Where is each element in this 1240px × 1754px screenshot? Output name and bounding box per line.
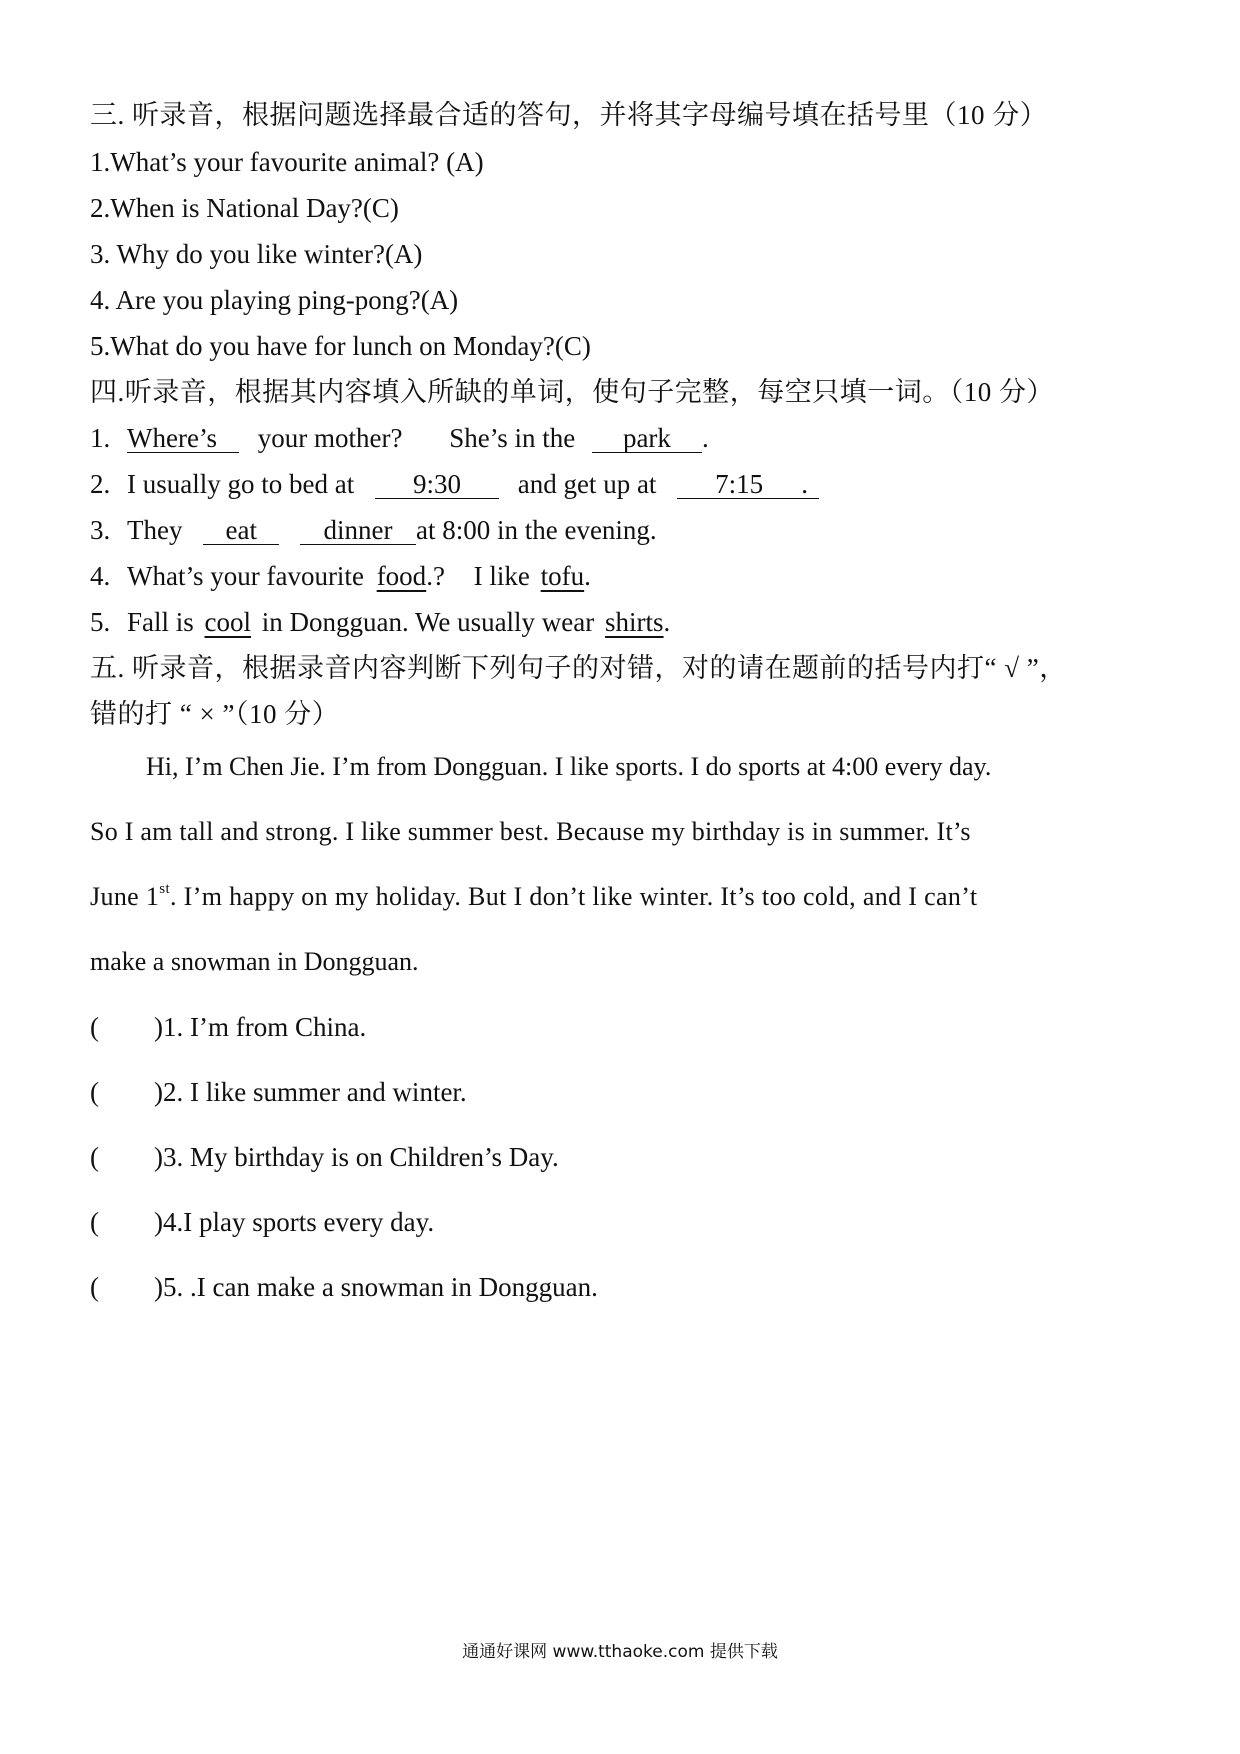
footer-source: 通通好课网 www.tthaoke.com 提供下载 bbox=[462, 1642, 778, 1662]
section3-item-3: 3. Why do you like winter?(A) bbox=[90, 239, 423, 269]
q4-answer-1: food bbox=[376, 561, 427, 591]
q1-number: 1. bbox=[90, 423, 111, 453]
q5-end: . bbox=[663, 607, 671, 637]
q5-text-1: Fall is bbox=[127, 607, 194, 637]
q3-blank-1: eat bbox=[203, 516, 279, 545]
section4-q1 bbox=[90, 421, 709, 455]
section3-item-5: 5.What do you have for lunch on Monday?(C) bbox=[90, 331, 591, 361]
answer-bracket[interactable]: ( bbox=[90, 1077, 99, 1107]
section3-item-2: 2.When is National Day?(C) bbox=[90, 193, 399, 223]
judge-item-1 bbox=[90, 1010, 366, 1044]
section4-q3 bbox=[90, 513, 657, 547]
judge-item-text: )2. I like summer and winter. bbox=[154, 1077, 467, 1107]
q3-blank-2: dinner bbox=[300, 516, 416, 545]
q2-end: . bbox=[801, 470, 819, 499]
q4-answer-2: tofu bbox=[540, 561, 585, 591]
q3-number: 3. bbox=[90, 515, 111, 545]
q3-text-2: at 8:00 in the evening. bbox=[415, 515, 657, 545]
passage-date-suffix: st bbox=[159, 881, 170, 897]
q2-blank-2: 7:15 bbox=[677, 470, 801, 499]
answer-bracket[interactable]: ( bbox=[90, 1272, 99, 1302]
q1-text-1: your mother? bbox=[257, 423, 403, 453]
judge-item-2 bbox=[90, 1075, 467, 1109]
section3-item-1: 1.What’s your favourite animal? (A) bbox=[90, 147, 484, 177]
section3-item-4: 4. Are you playing ping-pong?(A) bbox=[90, 285, 459, 315]
q5-number: 5. bbox=[90, 607, 111, 637]
passage-line-2: So I am tall and strong. I like summer best. Because my birthday is in summer. It’s bbox=[90, 817, 971, 846]
answer-bracket[interactable]: ( bbox=[90, 1207, 99, 1237]
q5-text-2: in Dongguan. We usually wear bbox=[261, 607, 595, 637]
q1-blank-1: Where’s bbox=[127, 424, 239, 453]
section5-heading-line2: 错的打 “ × ”（10 分） bbox=[90, 699, 340, 729]
q5-answer-2: shirts bbox=[605, 607, 664, 637]
judge-item-text: )4.I play sports every day. bbox=[154, 1207, 435, 1237]
section4-q2 bbox=[90, 467, 819, 501]
judge-item-4 bbox=[90, 1205, 434, 1239]
passage-line-3 bbox=[90, 880, 977, 914]
answer-bracket[interactable]: ( bbox=[90, 1012, 99, 1042]
judge-item-text: )5. .I can make a snowman in Dongguan. bbox=[154, 1272, 598, 1302]
q1-text-2: She’s in the bbox=[449, 423, 576, 453]
q4-text-2: .? bbox=[426, 561, 445, 591]
passage-line-1: Hi, I’m Chen Jie. I’m from Dongguan. I like sports. I do sports at 4:00 every day. bbox=[146, 752, 992, 781]
passage-line-4: make a snowman in Dongguan. bbox=[90, 947, 419, 976]
passage-date: June 1 bbox=[90, 882, 160, 911]
section4-q4 bbox=[90, 559, 591, 593]
judge-item-5 bbox=[90, 1270, 598, 1304]
passage-line-3-rest: . I’m happy on my holiday. But I don’t like winter. It’s too cold, and I can’t bbox=[169, 882, 978, 911]
q2-text-2: and get up at bbox=[517, 469, 657, 499]
q3-text-1: They bbox=[127, 515, 183, 545]
q2-number: 2. bbox=[90, 469, 111, 499]
answer-bracket[interactable]: ( bbox=[90, 1142, 99, 1172]
q1-blank-2: park bbox=[592, 424, 702, 453]
q2-blank-1: 9:30 bbox=[375, 470, 499, 499]
section4-q5 bbox=[90, 605, 670, 639]
q4-end: . bbox=[584, 561, 591, 591]
section5-heading-line1: 五. 听录音，根据录音内容判断下列句子的对错，对的请在题前的括号内打“ √ ”， bbox=[90, 653, 1067, 683]
q4-number: 4. bbox=[90, 561, 111, 591]
q2-text-1: I usually go to bed at bbox=[127, 469, 355, 499]
q4-text-3: I like bbox=[473, 561, 530, 591]
q4-text-1: What’s your favourite bbox=[127, 561, 364, 591]
q5-answer-1: cool bbox=[204, 607, 252, 637]
section4-heading: 四.听录音，根据其内容填入所缺的单词，使句子完整，每空只填一词。（10 分） bbox=[90, 377, 1054, 407]
judge-item-text: )1. I’m from China. bbox=[154, 1012, 367, 1042]
judge-item-text: )3. My birthday is on Children’s Day. bbox=[154, 1142, 559, 1172]
judge-item-3 bbox=[90, 1140, 559, 1174]
q1-end: . bbox=[701, 423, 709, 453]
section3-heading: 三. 听录音，根据问题选择最合适的答句，并将其字母编号填在括号里（10 分） bbox=[90, 100, 1048, 130]
